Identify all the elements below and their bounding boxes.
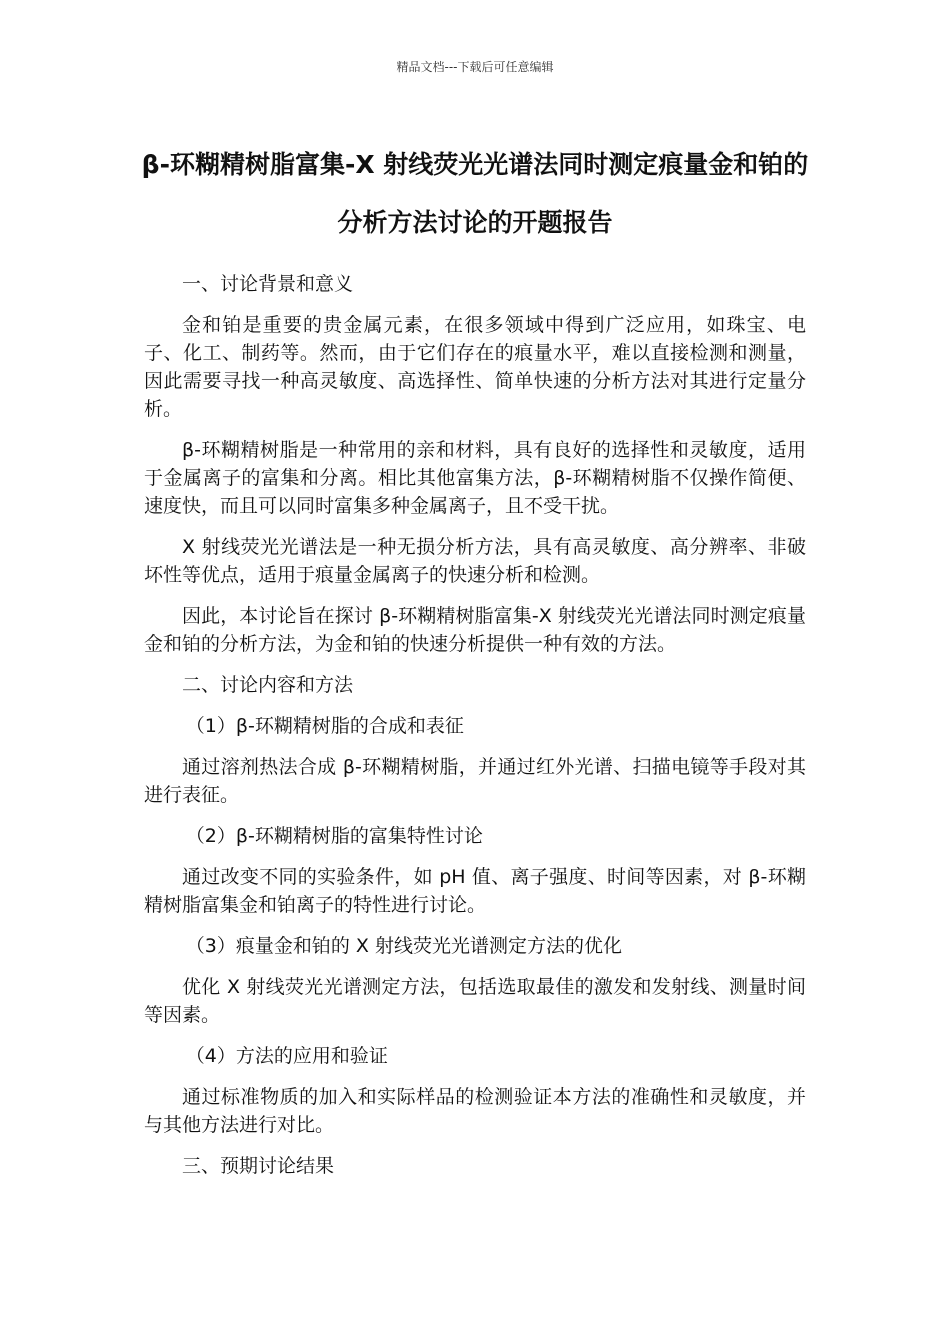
section-heading-expected-results: 三、预期讨论结果 [182,1155,335,1177]
header-note: 精品文档---下载后可任意编辑 [396,60,554,74]
paragraph: 优化 X 射线荧光光谱测定方法，包括选取最佳的激发和发射线、测量时间等因素。 [144,976,806,1026]
paragraph: β-环糊精树脂是一种常用的亲和材料，具有良好的选择性和灵敏度，适用于金属离子的富集和分离。相比其他富集方法，β-环糊精树脂不仅操作简便、速度快，而且可以同时富集多种金属离子，且不受干扰。 [144,439,806,517]
document-body [144,270,806,1193]
paragraph: X 射线荧光光谱法是一种无损分析方法，具有高灵敏度、高分辨率、非破坏性等优点，适用于痕量金属离子的快速分析和检测。 [144,536,806,586]
paragraph: 通过标准物质的加入和实际样品的检测验证本方法的准确性和灵敏度，并与其他方法进行对比。 [144,1086,806,1136]
section-heading-background: 一、讨论背景和意义 [182,273,354,295]
document-title: β-环糊精树脂富集-X 射线荧光光谱法同时测定痕量金和铂的分析方法讨论的开题报告 [141,150,809,237]
section-heading-content-methods: 二、讨论内容和方法 [182,674,354,696]
subsection-heading: （2）β-环糊精树脂的富集特性讨论 [185,825,483,847]
subsection-heading: （4）方法的应用和验证 [185,1045,388,1067]
paragraph: 金和铂是重要的贵金属元素，在很多领域中得到广泛应用，如珠宝、电子、化工、制药等。然而，由于它们存在的痕量水平，难以直接检测和测量，因此需要寻找一种高灵敏度、高选择性、简单快速的分析方法对其进行定量分析。 [144,314,806,420]
subsection-heading: （1）β-环糊精树脂的合成和表征 [185,715,464,737]
paragraph: 因此，本讨论旨在探讨 β-环糊精树脂富集-X 射线荧光光谱法同时测定痕量金和铂的分析方法，为金和铂的快速分析提供一种有效的方法。 [144,605,806,655]
paragraph: 通过溶剂热法合成 β-环糊精树脂，并通过红外光谱、扫描电镜等手段对其进行表征。 [144,756,806,806]
subsection-heading: （3）痕量金和铂的 X 射线荧光光谱测定方法的优化 [185,935,622,957]
paragraph: 通过改变不同的实验条件，如 pH 值、离子强度、时间等因素，对 β-环糊精树脂富集金和铂离子的特性进行讨论。 [144,866,806,916]
